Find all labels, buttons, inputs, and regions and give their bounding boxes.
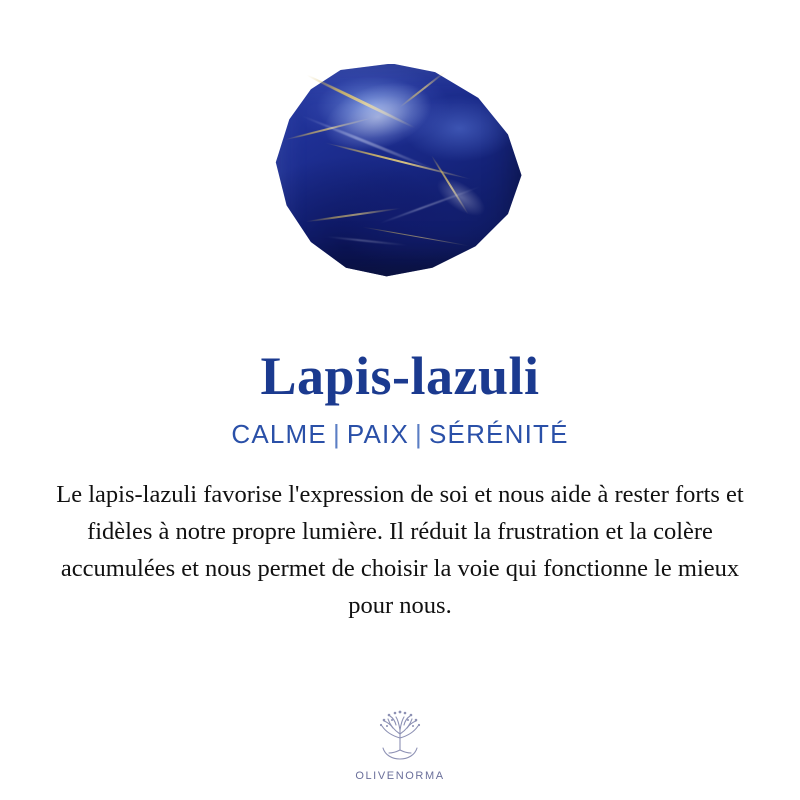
keyword-separator: | — [332, 418, 341, 449]
stone-title: Lapis-lazuli — [260, 346, 540, 406]
keyword-item: PAIX — [346, 418, 410, 449]
keyword-separator: | — [415, 418, 423, 449]
keyword-item: SÉRÉNITÉ — [429, 418, 569, 449]
stone-description: Le lapis-lazuli favorise l'expression de soi et nous aide à rester forts et fidèles à notre propre lumière. Il réduit la frustration et la colère accumulées et nous permet de choisir la voie qui fonctionne le mieux pour nous. — [56, 480, 744, 620]
brand-name: OLIVENORMA — [355, 770, 445, 782]
keyword-list — [231, 419, 568, 450]
stone-image-area — [0, 6, 800, 336]
brand-logo — [0, 704, 800, 782]
lapis-lazuli-stone-image — [265, 64, 535, 279]
keyword-item: CALME — [231, 418, 327, 449]
tree-of-life-icon — [363, 704, 437, 768]
